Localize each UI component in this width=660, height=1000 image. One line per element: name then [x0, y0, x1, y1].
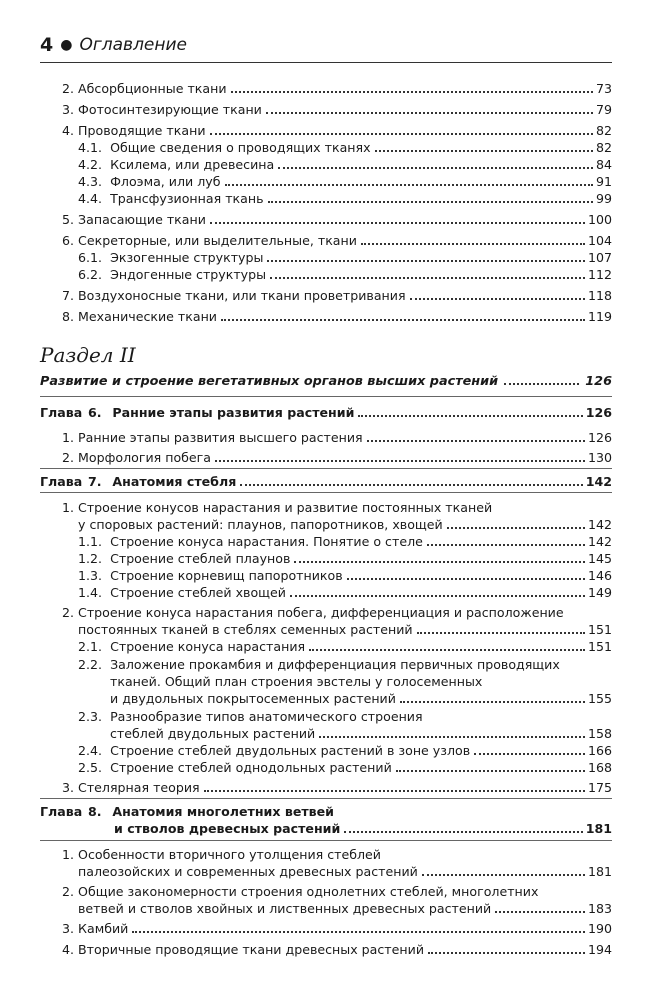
- chapter-title-cont: и стволов древесных растений: [114, 821, 341, 836]
- entry-number: 3.: [62, 921, 75, 936]
- entry-number: 4.: [62, 942, 75, 957]
- entry-number: 1.3.: [78, 568, 103, 583]
- entry-page: 84: [595, 157, 612, 172]
- entry-title: Строение стеблей однодольных растений: [110, 760, 392, 775]
- entry-title: Запасающие ткани: [78, 212, 206, 227]
- entry-page: 158: [587, 726, 612, 741]
- leader-dots: [447, 527, 585, 529]
- toc-entry: [78, 742, 612, 759]
- entry-title: Ранние этапы развития высшего растения: [78, 430, 363, 445]
- entry-line: [62, 499, 492, 516]
- toc-entry: [78, 516, 612, 533]
- chapter-page: 181: [585, 821, 612, 836]
- entry-line: [78, 708, 423, 725]
- entry-number: 1.4.: [78, 585, 103, 600]
- entry-title: Строение стеблей плаунов: [110, 551, 291, 566]
- chapter-number: 6.: [88, 405, 102, 420]
- leader-dots: [495, 911, 585, 913]
- leader-dots: [417, 632, 585, 634]
- entry-number: 2.: [62, 450, 75, 465]
- entry-page: 104: [587, 233, 612, 248]
- entry-number: 1.2.: [78, 551, 103, 566]
- toc-entry: [78, 190, 612, 207]
- toc-entry: [62, 122, 612, 139]
- entry-title: Заложение прокамбия и дифференциация первичных проводящих: [110, 657, 560, 672]
- entry-title: Строение стеблей двудольных растений в зоне узлов: [110, 743, 471, 758]
- entry-page: 73: [595, 81, 612, 96]
- entry-page: 82: [595, 123, 612, 138]
- leader-dots: [344, 831, 582, 833]
- leader-dots: [278, 167, 593, 169]
- entry-number: 2.: [62, 81, 75, 96]
- toc-entry: [62, 779, 612, 796]
- leader-dots: [266, 112, 593, 114]
- chapter-label: Глава: [40, 405, 83, 420]
- toc-entry: [62, 80, 612, 97]
- entry-number: 2.5.: [78, 760, 103, 775]
- entry-line: [78, 656, 560, 673]
- toc-entry: [110, 690, 612, 707]
- entry-page: 107: [587, 250, 612, 265]
- toc-entry: [78, 621, 612, 638]
- entry-title: Строение конуса нарастания: [110, 639, 306, 654]
- entry-number: 4.1.: [78, 140, 103, 155]
- entry-page: 194: [587, 942, 612, 957]
- leader-dots: [221, 319, 585, 321]
- entry-title: Морфология побега: [78, 450, 212, 465]
- entry-page: 142: [587, 534, 612, 549]
- leader-dots: [361, 243, 585, 245]
- toc-entry: [78, 173, 612, 190]
- entry-number: 3.: [62, 102, 75, 117]
- leader-dots: [270, 277, 585, 279]
- entry-page: 151: [587, 639, 612, 654]
- chapter-heading-cont: [114, 820, 612, 837]
- entry-page: 126: [587, 430, 612, 445]
- chapter-label: Глава: [40, 804, 83, 819]
- toc-entry: [78, 156, 612, 173]
- entry-page: 190: [587, 921, 612, 936]
- toc-entry: [78, 533, 612, 550]
- entry-number: 5.: [62, 212, 75, 227]
- entry-number: 4.3.: [78, 174, 103, 189]
- leader-dots: [474, 753, 585, 755]
- leader-dots: [504, 383, 579, 385]
- entry-title: Вторичные проводящие ткани древесных растений: [78, 942, 424, 957]
- entry-title: Экзогенные структуры: [110, 250, 264, 265]
- leader-dots: [204, 790, 585, 792]
- chapter-title: Анатомия стебля: [112, 474, 237, 489]
- bullet-icon: ●: [60, 37, 73, 53]
- entry-number: 1.: [62, 847, 75, 862]
- entry-number: 6.: [62, 233, 75, 248]
- entry-number: 2.3.: [78, 709, 103, 724]
- divider: [40, 798, 612, 799]
- entry-number: 4.2.: [78, 157, 103, 172]
- entry-number: 1.: [62, 430, 75, 445]
- entry-page: 130: [587, 450, 612, 465]
- entry-page: 99: [595, 191, 612, 206]
- chapter-heading: [40, 803, 334, 820]
- entry-page: 79: [595, 102, 612, 117]
- running-head: [40, 34, 612, 56]
- leader-dots: [375, 150, 593, 152]
- leader-dots: [132, 931, 585, 933]
- chapter-heading: [40, 473, 612, 490]
- chapter-heading: [40, 404, 612, 421]
- entry-title: Строение конусов нарастания и развитие постоянных тканей: [78, 500, 493, 515]
- toc-entry: [78, 584, 612, 601]
- leader-dots: [267, 260, 585, 262]
- toc-entry: [78, 863, 612, 880]
- leader-dots: [240, 484, 582, 486]
- entry-number: 8.: [62, 309, 75, 324]
- entry-line: [62, 846, 381, 863]
- toc-entry: [78, 759, 612, 776]
- entry-title: Проводящие ткани: [78, 123, 206, 138]
- entry-page: 119: [587, 309, 612, 324]
- entry-number: 7.: [62, 288, 75, 303]
- entry-title: Эндогенные структуры: [110, 267, 267, 282]
- toc-entry: [62, 211, 612, 228]
- section-page: 126: [585, 374, 612, 389]
- leader-dots: [400, 701, 585, 703]
- entry-title: Фотосинтезирующие ткани: [78, 102, 262, 117]
- leader-dots: [215, 460, 585, 462]
- leader-dots: [319, 736, 585, 738]
- entry-page: 112: [587, 267, 612, 282]
- entry-title: Общие сведения о проводящих тканях: [110, 140, 371, 155]
- entry-title-cont: постоянных тканей в стеблях семенных растений: [78, 622, 413, 637]
- entry-title: Строение конуса нарастания. Понятие о стеле: [110, 534, 423, 549]
- leader-dots: [422, 874, 585, 876]
- toc-entry: [62, 232, 612, 249]
- divider: [40, 492, 612, 493]
- toc-entry: [78, 266, 612, 283]
- entry-number: 1.1.: [78, 534, 103, 549]
- entry-title: Особенности вторичного утолщения стеблей: [78, 847, 381, 862]
- leader-dots: [427, 544, 585, 546]
- entry-page: 146: [587, 568, 612, 583]
- toc-entry: [62, 920, 612, 937]
- leader-dots: [396, 770, 585, 772]
- chapter-title: Анатомия многолетних ветвей: [112, 804, 334, 819]
- chapter-page: 142: [585, 474, 612, 489]
- entry-page: 149: [587, 585, 612, 600]
- entry-page: 181: [587, 864, 612, 879]
- toc-entry: [62, 287, 612, 304]
- entry-number: 2.4.: [78, 743, 103, 758]
- leader-dots: [225, 184, 593, 186]
- entry-title: Секреторные, или выделительные, ткани: [78, 233, 357, 248]
- toc-entry: [62, 449, 612, 466]
- leader-dots: [268, 201, 593, 203]
- entry-title-cont: у споровых растений: плаунов, папоротников, хвощей: [78, 517, 443, 532]
- leader-dots: [428, 952, 585, 954]
- entry-number: 4.4.: [78, 191, 103, 206]
- entry-number: 6.1.: [78, 250, 103, 265]
- entry-page: 175: [587, 780, 612, 795]
- entry-title: Разнообразие типов анатомического строения: [110, 709, 423, 724]
- entry-page: 155: [587, 691, 612, 706]
- entry-title: Стелярная теория: [78, 780, 200, 795]
- chapter-page: 126: [585, 405, 612, 420]
- entry-title: Камбий: [78, 921, 129, 936]
- entry-title: Строение стеблей хвощей: [110, 585, 286, 600]
- divider: [40, 468, 612, 469]
- entry-title: Абсорбционные ткани: [78, 81, 227, 96]
- running-title: Оглавление: [79, 35, 188, 55]
- entry-number: 2.: [62, 605, 75, 620]
- entry-title: Общие закономерности строения однолетних стеблей, многолетних: [78, 884, 539, 899]
- chapter-number: 8.: [88, 804, 102, 819]
- entry-page: 91: [595, 174, 612, 189]
- leader-dots: [231, 91, 593, 93]
- leader-dots: [210, 222, 585, 224]
- divider: [40, 396, 612, 397]
- leader-dots: [367, 440, 585, 442]
- leader-dots: [210, 133, 593, 135]
- toc-entry: [78, 550, 612, 567]
- toc-entry: [78, 638, 612, 655]
- leader-dots: [309, 649, 585, 651]
- entry-title: Ксилема, или древесина: [110, 157, 275, 172]
- entry-title: Строение конуса нарастания побега, дифференциация и расположение: [78, 605, 564, 620]
- toc-entry: [78, 139, 612, 156]
- leader-dots: [290, 595, 585, 597]
- entry-title-cont: и двудольных покрытосеменных растений: [110, 691, 396, 706]
- entry-number: 3.: [62, 780, 75, 795]
- entry-title-cont: палеозойских и современных древесных растений: [78, 864, 418, 879]
- entry-title: Трансфузионная ткань: [110, 191, 264, 206]
- entry-page: 118: [587, 288, 612, 303]
- entry-page: 151: [587, 622, 612, 637]
- entry-title-cont: ветвей и стволов хвойных и лиственных древесных растений: [78, 901, 492, 916]
- divider: [40, 840, 612, 841]
- entry-title: Механические ткани: [78, 309, 217, 324]
- entry-page: 183: [587, 901, 612, 916]
- toc-entry: [62, 941, 612, 958]
- toc-entry: [62, 308, 612, 325]
- entry-page: 82: [595, 140, 612, 155]
- section-title: Раздел II: [40, 343, 136, 367]
- toc-entry: [78, 900, 612, 917]
- entry-number: 2.2.: [78, 657, 103, 672]
- header-rule: [40, 62, 612, 63]
- chapter-label: Глава: [40, 474, 83, 489]
- leader-dots: [347, 578, 585, 580]
- section-subtitle: Развитие и строение вегетативных органов высших растений: [40, 374, 499, 389]
- entry-title: Строение корневищ папоротников: [110, 568, 343, 583]
- toc-entry: [62, 429, 612, 446]
- entry-title: Воздухоносные ткани, или ткани проветривания: [78, 288, 406, 303]
- chapter-title: Ранние этапы развития растений: [112, 405, 355, 420]
- section-subtitle-entry: [40, 374, 612, 389]
- toc-entry: [78, 249, 612, 266]
- leader-dots: [358, 415, 582, 417]
- entry-number: 2.: [62, 884, 75, 899]
- entry-page: 142: [587, 517, 612, 532]
- leader-dots: [410, 298, 585, 300]
- chapter-number: 7.: [88, 474, 102, 489]
- entry-page: 168: [587, 760, 612, 775]
- entry-title-cont: стеблей двудольных растений: [110, 726, 316, 741]
- toc-entry: [78, 567, 612, 584]
- entry-number: 6.2.: [78, 267, 103, 282]
- toc-entry: [62, 101, 612, 118]
- entry-page: 166: [587, 743, 612, 758]
- entry-line: тканей. Общий план строения эвстелы у голосеменных: [110, 674, 483, 689]
- entry-title: Флоэма, или луб: [110, 174, 221, 189]
- entry-number: 4.: [62, 123, 75, 138]
- leader-dots: [294, 561, 585, 563]
- entry-number: 1.: [62, 500, 75, 515]
- toc-entry: [110, 725, 612, 742]
- entry-number: 2.1.: [78, 639, 103, 654]
- entry-page: 100: [587, 212, 612, 227]
- page-number: 4: [40, 34, 54, 56]
- entry-page: 145: [587, 551, 612, 566]
- entry-line: [62, 604, 564, 621]
- entry-line: [62, 883, 538, 900]
